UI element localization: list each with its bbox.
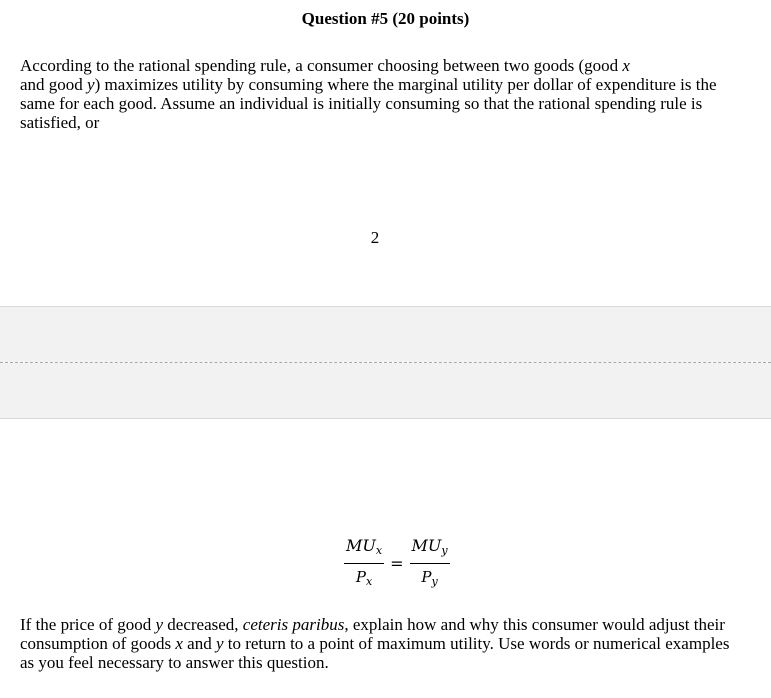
- question-title: Question #5 (20 points): [301, 9, 470, 28]
- question-intro-paragraph: [20, 56, 740, 132]
- left-numerator-subscript: x: [375, 544, 383, 557]
- right-numerator-subscript: y: [441, 544, 448, 557]
- right-denominator: [421, 564, 437, 592]
- equals-sign: =: [390, 553, 404, 573]
- left-denominator-subscript: x: [365, 575, 373, 588]
- page-number: 2: [370, 228, 380, 247]
- left-denominator-text: P: [355, 568, 366, 586]
- page-break-gap-bottom: [0, 363, 771, 419]
- prompt-variable-y-2: y: [215, 634, 224, 653]
- left-fraction: [344, 536, 384, 592]
- left-numerator: [344, 536, 384, 564]
- intro-text-3: ) maximizes utility by consuming where the marginal utility per dollar of expenditure is the same for each good. Assume an individual is initially consuming so that the rational spending rule is satisfied, or: [20, 75, 717, 132]
- question-prompt-paragraph: [20, 615, 740, 672]
- left-numerator-text: MU: [346, 536, 376, 555]
- prompt-text-1: If the price of good: [20, 615, 156, 634]
- right-fraction: [410, 536, 450, 592]
- variable-y: y: [87, 75, 95, 94]
- intro-text-1: According to the rational spending rule, a consumer choosing between two goods (good: [20, 56, 623, 75]
- prompt-text-3: , explain how and why this consumer would adjust their consumption of goods: [20, 615, 725, 653]
- page-break-gap-top: [0, 306, 771, 362]
- ceteris-paribus-text: ceteris paribus: [242, 615, 345, 634]
- prompt-variable-y: y: [155, 615, 164, 634]
- prompt-text-4: and: [182, 634, 216, 653]
- page-upper-section: [0, 0, 771, 306]
- right-numerator: [410, 536, 450, 564]
- right-denominator-subscript: y: [431, 575, 438, 588]
- prompt-text-2: decreased,: [163, 615, 243, 634]
- variable-x: x: [622, 56, 630, 75]
- left-denominator: [356, 564, 372, 592]
- intro-text-2: and good: [20, 75, 88, 94]
- prompt-text-5: to return to a point of maximum utility. Use words or numerical examples as you feel necessary to answer this question.: [20, 634, 730, 672]
- prompt-variable-x: x: [175, 634, 183, 653]
- right-numerator-text: MU: [411, 536, 442, 555]
- rational-spending-rule-equation: [344, 538, 450, 590]
- right-denominator-text: P: [421, 568, 432, 586]
